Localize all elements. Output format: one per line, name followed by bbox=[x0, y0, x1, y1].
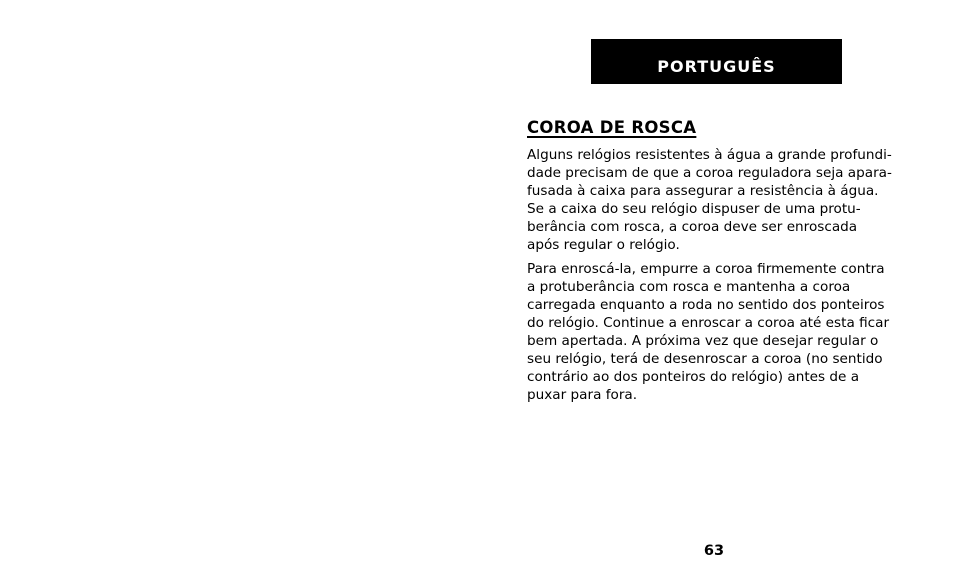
crown-section bbox=[527, 117, 907, 410]
paragraph-intro: Alguns relógios resistentes à água a grande profundi- dade precisam de que a coroa reguladora seja apara- fusada à caixa para assegurar a resistência à água. Se a caixa do seu relógio dispuser de uma protu- berância com rosca, a coroa deve ser enroscada após regular o relógio. bbox=[527, 147, 892, 253]
page-number: 63 bbox=[703, 543, 725, 559]
language-tab: PORTUGUÊS bbox=[591, 39, 842, 84]
section-title: COROA DE ROSCA bbox=[527, 118, 697, 137]
paragraph-instructions: Para enroscá-la, empurre a coroa firmemente contra a protuberância com rosca e mantenha a coroa carregada enquanto a roda no sentido dos ponteiros do relógio. Continue a enroscar a coroa até esta ficar bem apertada. A próxima vez que desejar regular o seu relógio, terá de desenroscar a coroa (no sentido contrário ao dos ponteiros do relógio) antes de a puxar para fora. bbox=[527, 261, 890, 403]
